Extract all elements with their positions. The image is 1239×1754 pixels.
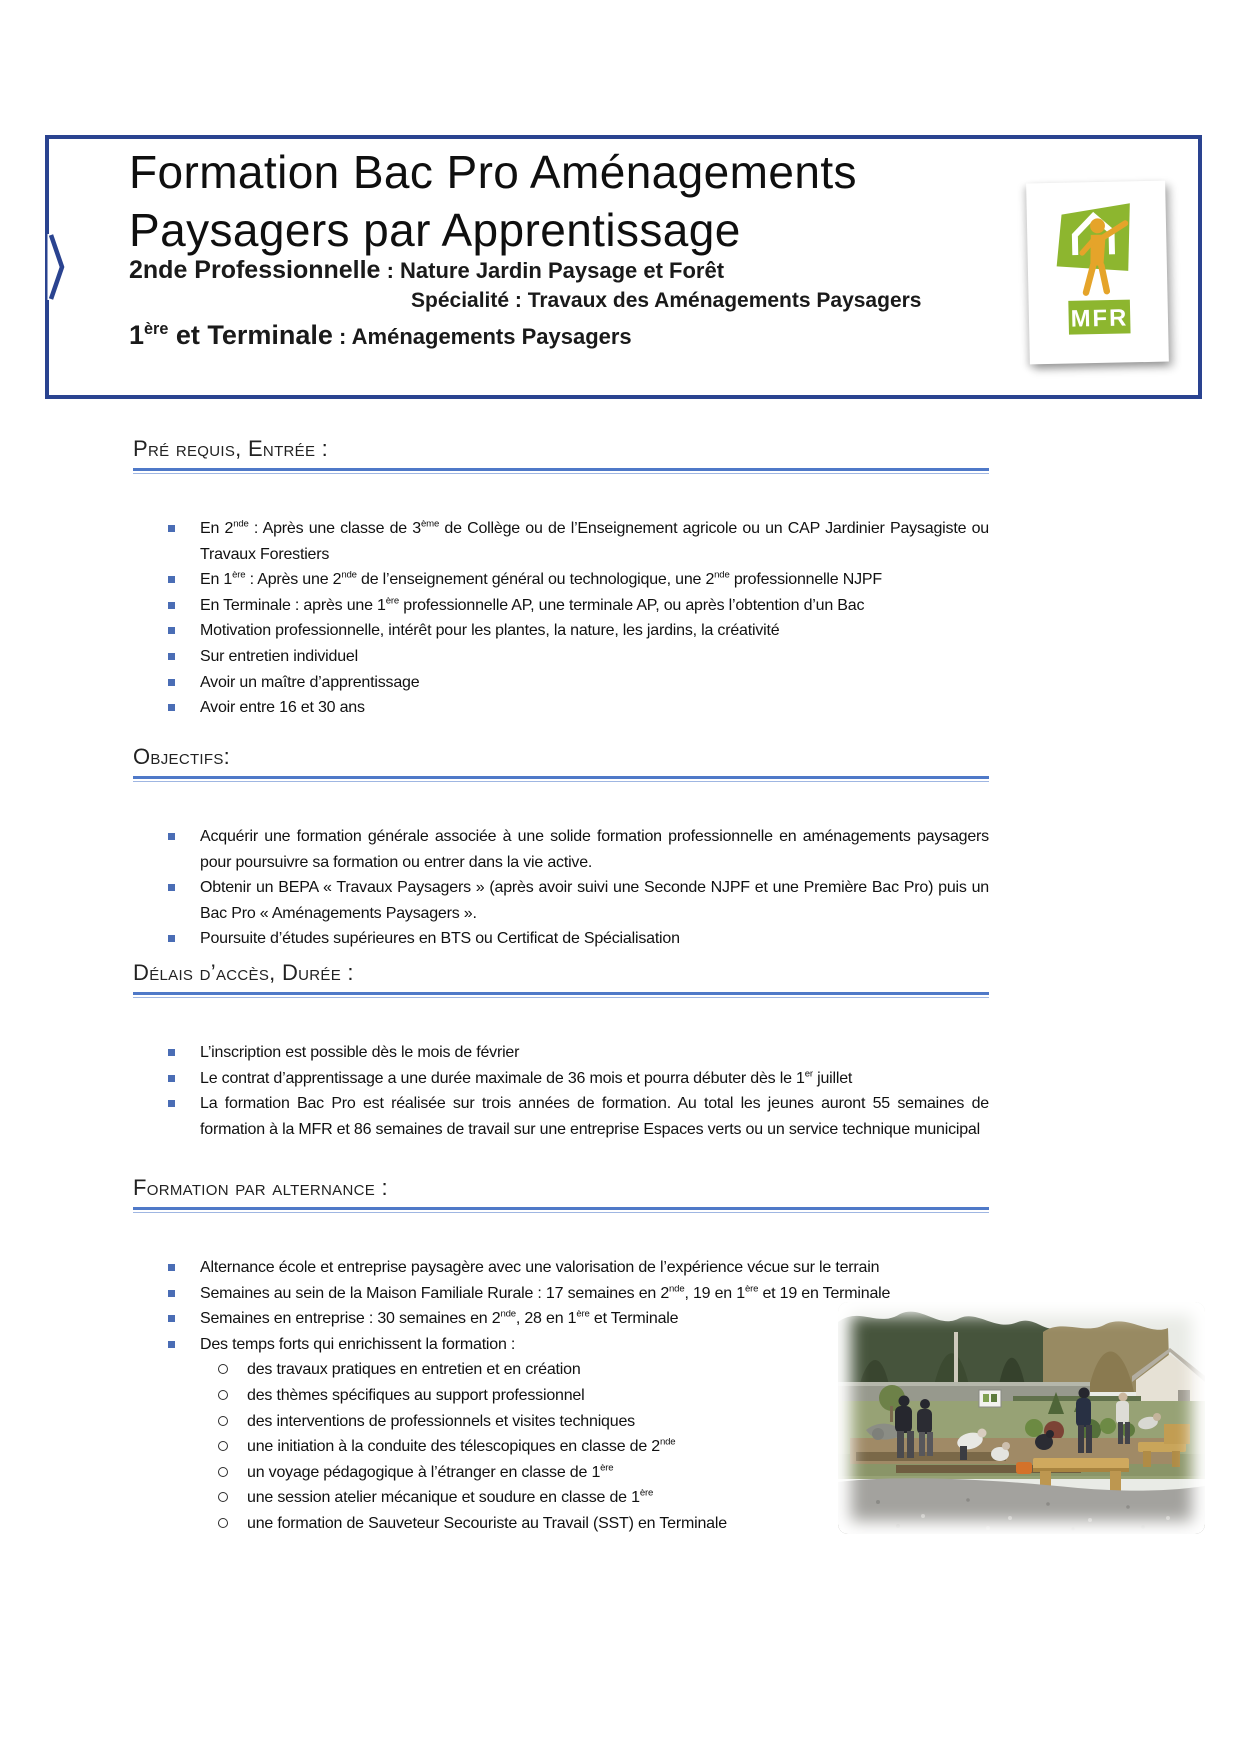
bullet-list	[133, 1040, 989, 1142]
list-item-text: Acquérir une formation générale associée à une solide formation professionnelle en aménagements paysagers pour poursuivre sa formation ou entrer dans la vie active.	[200, 828, 989, 871]
page-title: Formation Bac Pro Aménagements Paysagers par Apprentissage	[129, 146, 857, 256]
list-item-text: Des temps forts qui enrichissent la formation :	[200, 1335, 516, 1353]
square-bullet-icon	[168, 1315, 175, 1322]
list-item	[133, 1066, 989, 1092]
circle-bullet-icon	[218, 1492, 228, 1502]
subtitle-seconde	[129, 256, 724, 285]
list-item	[133, 1091, 989, 1142]
mfr-logo-text: MFR	[1070, 304, 1129, 333]
list-item-text: Alternance école et entreprise paysagère avec une valorisation de l’expérience vécue sur le terrain	[200, 1259, 880, 1276]
list-item-text: Obtenir un BEPA « Travaux Paysagers » (après avoir suivi une Seconde NJPF et une Première Bac Pro) puis un Bac Pro « Aménagements Paysagers ».	[200, 879, 989, 922]
sub-list-item-text: un voyage pédagogique à l’étranger en classe de 1ère	[247, 1462, 614, 1481]
list-item-text: Semaines au sein de la Maison Familiale Rurale : 17 semaines en 2nde, 19 en 1ère et 19 en Terminale	[200, 1283, 891, 1302]
list-item-text: Sur entretien individuel	[200, 647, 358, 665]
subtitle-terminale-rest: : Aménagements Paysagers	[332, 324, 632, 349]
square-bullet-icon	[168, 1264, 175, 1271]
list-item	[133, 695, 989, 721]
sub-list-item	[133, 1511, 781, 1537]
square-bullet-icon	[168, 935, 175, 942]
list-item	[133, 618, 989, 644]
list-item	[133, 926, 989, 952]
square-bullet-icon	[168, 1100, 175, 1107]
sub-list-item	[133, 1357, 781, 1383]
students-garden-photo	[838, 1302, 1205, 1534]
sub-list-item-text: des thèmes spécifiques au support professionnel	[247, 1386, 585, 1404]
bullet-list	[133, 516, 989, 721]
section-heading: Pré requis, Entrée :	[133, 436, 989, 471]
subtitle-terminale	[129, 320, 632, 351]
circle-bullet-icon	[218, 1441, 228, 1451]
square-bullet-icon	[168, 1290, 175, 1297]
list-item-text: La formation Bac Pro est réalisée sur trois années de formation. Au total les jeunes auront 55 semaines de formation à la MFR et 86 semaines de travail sur une entreprise Espaces verts ou un service technique municipal	[200, 1095, 989, 1138]
sub-list-item-text: une initiation à la conduite des télescopiques en classe de 2nde	[247, 1436, 676, 1456]
list-item	[133, 670, 989, 696]
subtitle-specialite: Spécialité : Travaux des Aménagements Paysagers	[411, 289, 922, 312]
circle-bullet-icon	[218, 1518, 228, 1528]
list-item-text: En Terminale : après une 1ère professionnelle AP, une terminale AP, ou après l’obtention d’un Bac	[200, 595, 865, 614]
sub-list-item	[133, 1383, 781, 1409]
sub-list-item-text: une formation de Sauveteur Secouriste au Travail (SST) en Terminale	[247, 1514, 727, 1532]
list-item	[133, 516, 989, 567]
list-item-text: Avoir un maître d’apprentissage	[200, 673, 420, 691]
square-bullet-icon	[168, 704, 175, 711]
list-item-text: Poursuite d’études supérieures en BTS ou Certificat de Spécialisation	[200, 930, 680, 948]
bullet-list	[133, 824, 989, 952]
students-garden-photo-illustration	[838, 1302, 1205, 1534]
square-bullet-icon	[168, 576, 175, 583]
circle-bullet-icon	[218, 1416, 228, 1426]
square-bullet-icon	[168, 884, 175, 891]
square-bullet-icon	[168, 1049, 175, 1056]
square-bullet-icon	[168, 602, 175, 609]
square-bullet-icon	[168, 653, 175, 660]
square-bullet-icon	[168, 1075, 175, 1082]
section-heading: Objectifs:	[133, 744, 989, 779]
subtitle-terminale-strong: 1ère et Terminale	[129, 320, 333, 350]
section-pre-requis	[133, 436, 989, 721]
list-item-text: En 1ère : Après une 2nde de l’enseignement général ou technologique, une 2nde professionnelle NJPF	[200, 569, 882, 589]
circle-bullet-icon	[218, 1390, 228, 1400]
list-item	[133, 644, 989, 670]
sub-list-item	[133, 1434, 781, 1460]
square-bullet-icon	[168, 627, 175, 634]
section-objectifs	[133, 744, 989, 952]
mfr-logo-icon	[1026, 181, 1169, 365]
list-item	[133, 875, 989, 926]
list-item	[133, 593, 989, 619]
mfr-logo	[1026, 181, 1169, 365]
list-item-text: Semaines en entreprise : 30 semaines en 2nde, 28 en 1ère et Terminale	[200, 1308, 679, 1328]
sub-list-item-text: des interventions de professionnels et visites techniques	[247, 1412, 635, 1430]
sub-bullet-list	[133, 1357, 781, 1536]
sub-list-item	[133, 1460, 781, 1486]
section-heading: Formation par alternance :	[133, 1175, 989, 1210]
sub-list-item-text: des travaux pratiques en entretien et en création	[247, 1361, 581, 1379]
sub-list-item	[133, 1485, 781, 1511]
list-item-text: L’inscription est possible dès le mois de février	[200, 1044, 520, 1061]
section-delais	[133, 960, 989, 1142]
list-item-text: Avoir entre 16 et 30 ans	[200, 699, 365, 717]
subtitle-seconde-rest: : Nature Jardin Paysage et Forêt	[380, 258, 725, 283]
list-item-text: En 2nde : Après une classe de 3ème de Collège ou de l’Enseignement agricole ou un CAP Jardinier Paysagiste ou Travaux Forestiers	[200, 518, 989, 563]
circle-bullet-icon	[218, 1467, 228, 1477]
subtitle-seconde-strong: 2nde Professionnelle	[129, 256, 381, 284]
list-item	[133, 567, 989, 593]
sub-list-item-text: une session atelier mécanique et soudure en classe de 1ère	[247, 1488, 654, 1507]
square-bullet-icon	[168, 525, 175, 532]
circle-bullet-icon	[218, 1364, 228, 1374]
list-item-text: Le contrat d’apprentissage a une durée maximale de 36 mois et pourra débuter dès le 1er juillet	[200, 1068, 853, 1087]
square-bullet-icon	[168, 679, 175, 686]
sub-list-item	[133, 1409, 781, 1435]
section-heading: Délais d’accès, Durée :	[133, 960, 989, 995]
list-item	[133, 1040, 989, 1066]
border-chevron-icon	[35, 234, 69, 300]
list-item	[133, 824, 989, 875]
list-item	[133, 1255, 989, 1281]
square-bullet-icon	[168, 1341, 175, 1348]
square-bullet-icon	[168, 833, 175, 840]
list-item-text: Motivation professionnelle, intérêt pour les plantes, la nature, les jardins, la créativité	[200, 622, 780, 640]
